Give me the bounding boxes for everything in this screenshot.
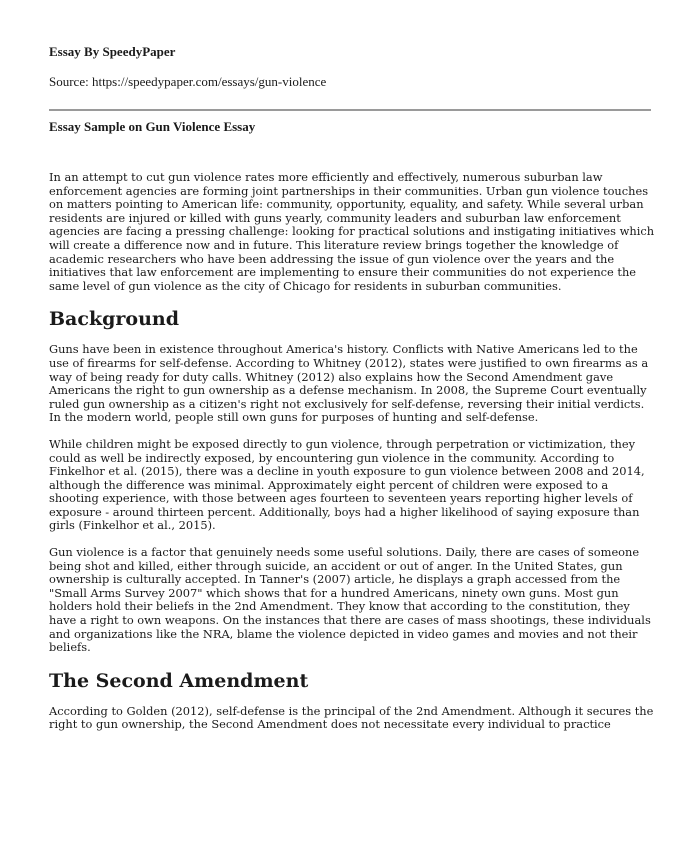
background-paragraph-3: Gun violence is a factor that genuinely needs some useful solutions. Daily, there are cases of someone being shot and killed, either through suicide, an accident or out of anger. In the United States, gun ownership is culturally accepted. In Tanner's (2007) article, he displays a graph accessed from the "Small Arms Survey 2007" which shows that for a hundred Americans, ninety own guns. Most gun holders hold their beliefs in the 2nd Amendment. They know that according to the constitution, they have a right to own weapons. On the instances that there are cases of mass shootings, these individuals and organizations like the NRA, blame the violence depicted in video games and movies and not their beliefs.: [49, 545, 651, 655]
essay-body: [49, 171, 659, 745]
essay-source: Source: https://speedypaper.com/essays/gun-violence: [49, 74, 327, 89]
essay-title: Essay Sample on Gun Violence Essay: [49, 119, 256, 134]
section-heading-background: Background: [49, 308, 179, 331]
header-divider: [49, 109, 651, 111]
background-paragraph-2: While children might be exposed directly to gun violence, through perpetration or victimization, they could as well be indirectly exposed, by encountering gun violence in the community. According to Finkelhor et al. (2015), there was a decline in youth exposure to gun violence between 2008 and 2014, although the difference was minimal. Approximately eight percent of children were exposed to a shooting experience, with those between ages fourteen to seventeen years reporting higher levels of exposure - around thirteen percent. Additionally, boys had a higher likelihood of saying exposure than girls (Finkelhor et al., 2015).: [49, 436, 645, 533]
essay-author: Essay By SpeedyPaper: [49, 44, 176, 59]
section-heading-second-amendment: The Second Amendment: [49, 669, 309, 692]
background-paragraph-1: Guns have been in existence throughout America's history. Conflicts with Native Americans led to the use of firearms for self-defense. According to Whitney (2012), states were justified to own firearms as a way of being ready for duty calls. Whitney (2012) also explains how the Second Amendment gave Americans the right to gun ownership as a defense mechanism. In 2008, the Supreme Court eventually ruled gun ownership as a citizen's right not exclusively for self-defense, reversing their initial verdicts. In the modern world, people still own guns for purposes of hunting and self-defense.: [49, 342, 649, 425]
intro-paragraph: In an attempt to cut gun violence rates more efficiently and effectively, numerous suburban law enforcement agencies are forming joint partnerships in their communities. Urban gun violence touches on matters pointing to American life: community, opportunity, equality, and safety. While several urban residents are injured or killed with guns yearly, community leaders and suburban law enforcement agencies are facing a pressing challenge: looking for practical solutions and instigating initiatives which will create a difference now and in future. This literature review brings together the knowledge of academic researchers who have been addressing the issue of gun violence over the years and the initiatives that law enforcement are implementing to ensure their communities do not experience the same level of gun violence as the city of Chicago for residents in suburban communities.: [49, 170, 655, 293]
second-amendment-paragraph-1: According to Golden (2012), self-defense is the principal of the 2nd Amendment. Although it secures the right to gun ownership, the Second Amendment does not necessitate every individual to practice: [49, 703, 654, 732]
document-header: [49, 44, 659, 90]
